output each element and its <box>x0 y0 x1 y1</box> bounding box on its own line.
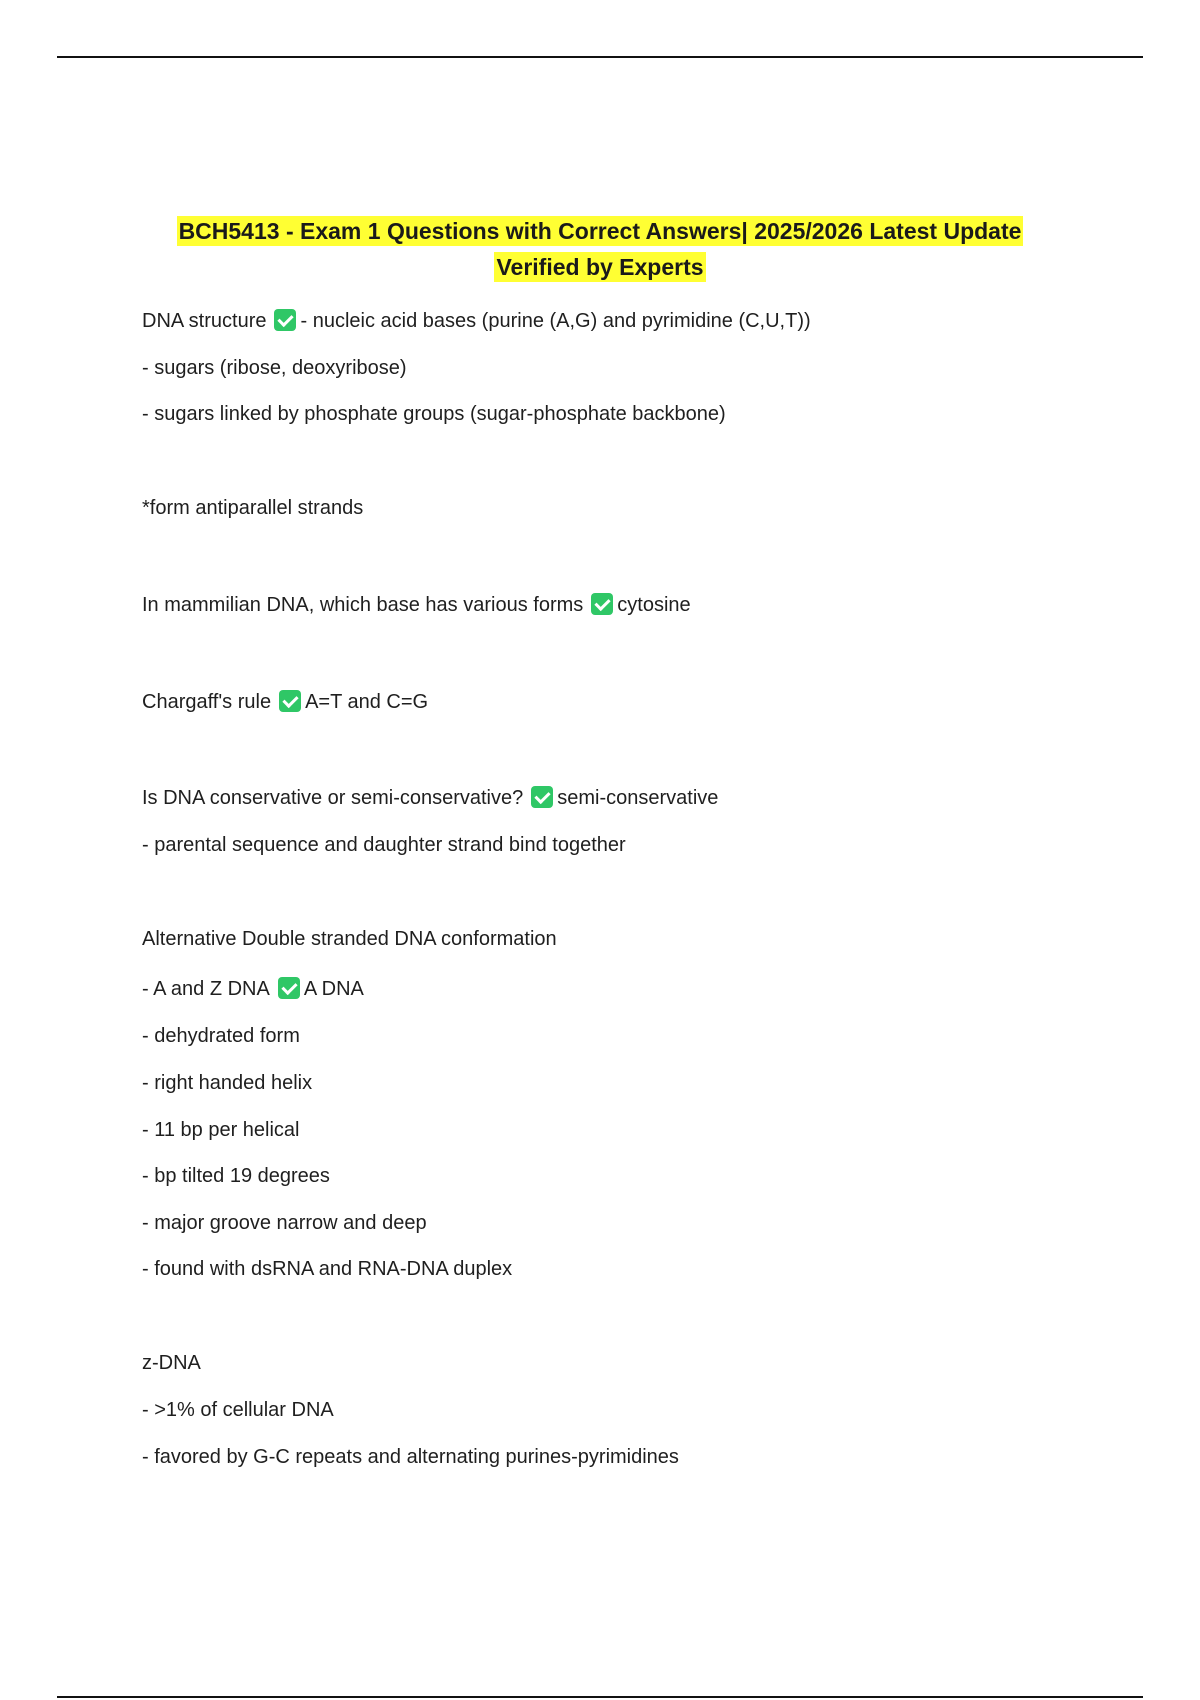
detail-line: - bp tilted 19 degrees <box>142 1165 330 1187</box>
qa-item-chargaff-rule <box>142 688 428 716</box>
detail-line: - major groove narrow and deep <box>142 1212 427 1234</box>
detail-line: - parental sequence and daughter strand bind together <box>142 834 626 856</box>
answer-text: A=T and C=G <box>305 691 429 713</box>
title-line-2: Verified by Experts <box>496 254 704 280</box>
answer-text: A DNA <box>303 978 364 1000</box>
qa-item-mammalian-dna <box>142 591 691 619</box>
detail-line: - sugars (ribose, deoxyribose) <box>142 357 407 379</box>
qa-item-semi-conservative <box>142 784 718 812</box>
question-text: Chargaff's rule <box>142 691 272 713</box>
detail-line: - dehydrated form <box>142 1025 300 1047</box>
bottom-rule <box>57 1696 1143 1698</box>
answer-text: - nucleic acid bases (purine (A,G) and pyrimidine (C,U,T)) <box>300 310 811 332</box>
detail-line: - sugars linked by phosphate groups (sugar-phosphate backbone) <box>142 403 726 425</box>
check-icon <box>279 690 301 712</box>
section-heading: Alternative Double stranded DNA conformation <box>142 928 557 950</box>
top-rule <box>57 56 1143 58</box>
detail-line: - right handed helix <box>142 1072 313 1094</box>
check-icon <box>591 593 613 615</box>
title-line-1: BCH5413 - Exam 1 Questions with Correct Answers| 2025/2026 Latest Update <box>178 218 1022 244</box>
check-icon <box>274 309 296 331</box>
question-text: In mammilian DNA, which base has various forms <box>142 594 584 616</box>
question-text: Is DNA conservative or semi-conservative? <box>142 787 524 809</box>
qa-item-dna-structure <box>142 307 811 335</box>
qa-item-a-and-z-dna <box>142 975 364 1003</box>
answer-text: semi-conservative <box>557 787 719 809</box>
detail-line: - >1% of cellular DNA <box>142 1399 334 1421</box>
document-title <box>100 213 1100 285</box>
check-icon <box>278 977 300 999</box>
detail-line: - 11 bp per helical <box>142 1119 300 1141</box>
question-text: DNA structure <box>142 310 267 332</box>
question-text: - A and Z DNA <box>142 978 270 1000</box>
detail-line: *form antiparallel strands <box>142 497 364 519</box>
check-icon <box>531 786 553 808</box>
detail-line: - favored by G-C repeats and alternating purines-pyrimidines <box>142 1446 679 1468</box>
section-heading: z-DNA <box>142 1352 201 1374</box>
answer-text: cytosine <box>617 594 691 616</box>
detail-line: - found with dsRNA and RNA-DNA duplex <box>142 1258 513 1280</box>
